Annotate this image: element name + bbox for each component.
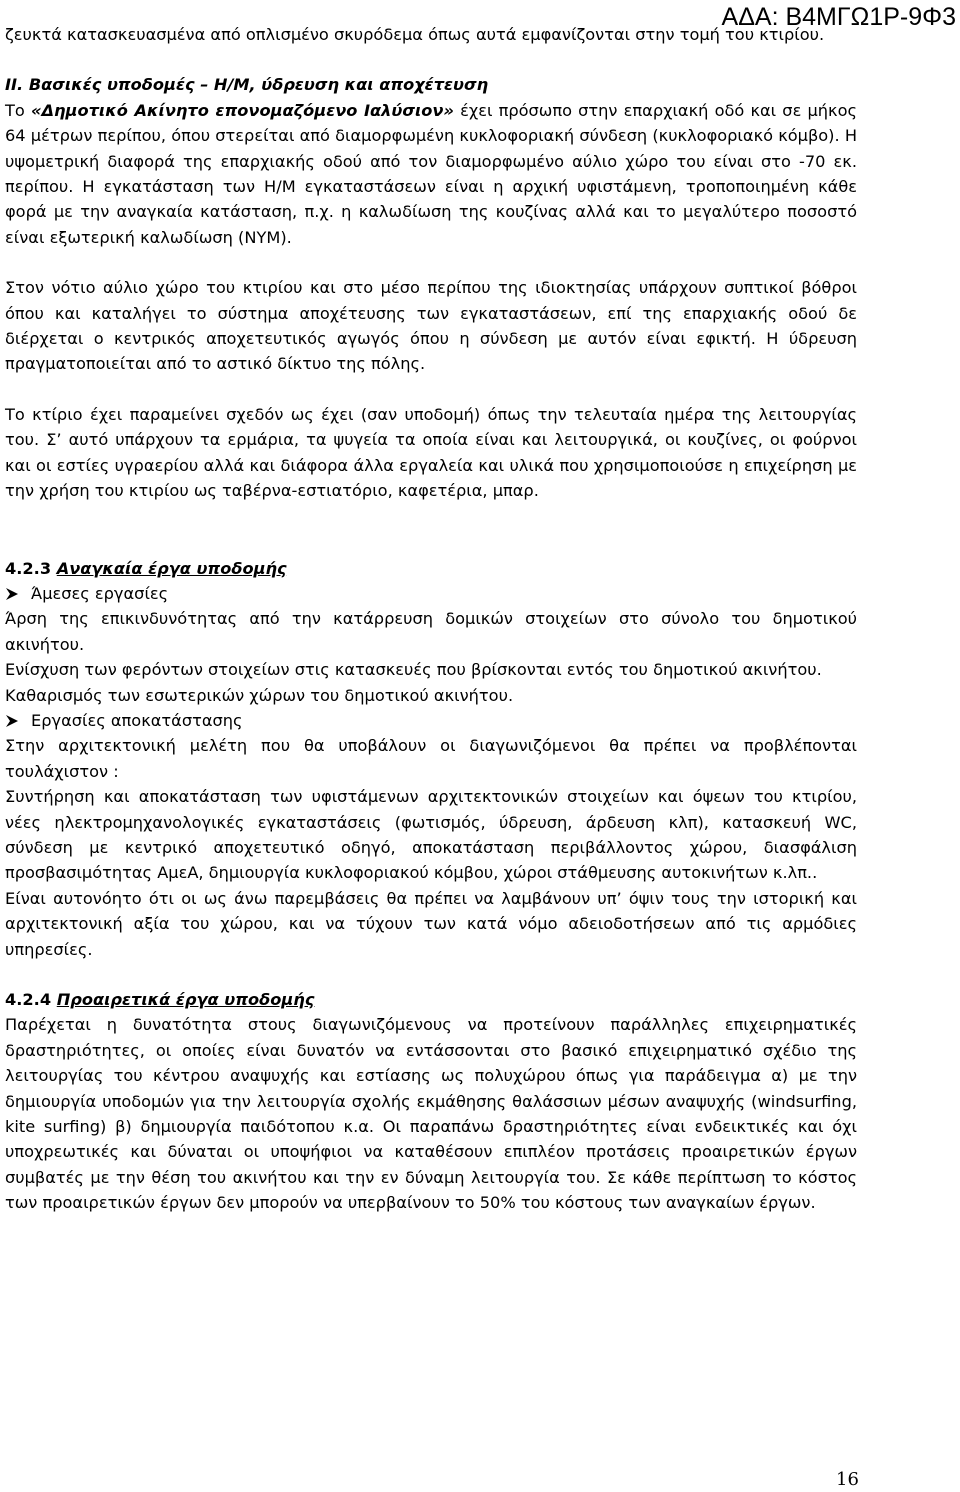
b1-line-1: Άρση της επικινδυνότητας από την κατάρρευση δομικών στοιχείων στο σύνολο του δημοτικού ακινήτου. (5, 609, 857, 654)
section-423-number: 4.2.3 (5, 558, 52, 578)
b2-line-3: Είναι αυτονόητο ότι οι ως άνω παρεμβάσεις θα πρέπει να λαμβάνουν υπ’ όψιν τους την ιστορική και αρχιτεκτονική αξία του χώρου, και να τύχουν των κατά νόμο αδειοδοτήσεων από τις αρμόδιες υπηρεσίες. (5, 888, 857, 959)
arrow-bullet-icon (5, 585, 31, 599)
page-number: 16 (836, 1469, 859, 1490)
section-424-number: 4.2.4 (5, 990, 52, 1009)
section-ii-title: ΙΙ. Βασικές υποδομές – Η/Μ, ύδρευση και αποχέτευση (5, 75, 489, 95)
section-ii-paragraph-3: Το κτίριο έχει παραμείνει σχεδόν ως έχει (σαν υποδομή) όπως την τελευταία ημέρα της λειτουργίας του. Σ’ αυτό υπάρχουν τα ερμάρια, τα ψυγεία τα οποία είναι και λειτουργικά, οι κουζίνες, οι φούρνοι και οι εστίες υγραερίου αλλά και διάφορα άλλα εργαλεία και υλικά που χρησιμοποιούσε η επιχείρηση με την χρήση του κτιρίου ως ταβέρνα-εστιατόριο, καφετέρια, μπαρ. (5, 404, 857, 501)
ada-code: ΑΔΑ: Β4ΜΓΩ1Ρ-9Φ3 (721, 3, 956, 31)
b2-line-1: Στην αρχιτεκτονική μελέτη που θα υποβάλουν οι διαγωνιζόμενοι θα πρέπει να προβλέπονται τουλάχιστον : (5, 736, 857, 781)
document-page (5, 22, 857, 1216)
intro-paragraph: ζευκτά κατασκευασμένα από οπλισμένο σκυρόδεμα όπως αυτά εμφανίζονται στην τομή του κτιρίου. (5, 25, 825, 44)
section-423-heading (5, 556, 857, 581)
p1-prefix: Το (5, 100, 31, 120)
property-name: «Δημοτικό Ακίνητο επονομαζόμενο Ιαλύσιον» (30, 100, 454, 120)
section-423-title: Αναγκαία έργα υποδομής (56, 558, 287, 578)
section-424-heading (5, 987, 857, 1012)
bullet-restoration-works (5, 708, 857, 733)
b1-line-2: Ενίσχυση των φερόντων στοιχείων στις κατασκευές που βρίσκονται εντός του δημοτικού ακινήτου. (5, 660, 822, 680)
section-424-paragraph: Παρέχεται η δυνατότητα στους διαγωνιζόμενους να προτείνουν παράλληλες επιχειρηματικές δραστηριότητες, οι οποίες είναι δυνατόν να εντάσσονται στο βασικό επιχειρηματικό σχέδιο της λειτουργίας του κέντρου αναψυχής και εστίασης ως πολυχώρου όπως για παράδειγμα α) με την δημιουργία υποδομών για την λειτουργία σχολής εκμάθησης θαλάσσιων μέσων αναψυχής (windsurfing, kite surfing) β) δημιουργία παιδότοπου κ.α. Οι παραπάνω δραστηριότητες είναι ενδεικτικές και όχι υποχρεωτικές και δύναται οι υποψήφιοι να καταθέσουν επιπλέον προτάσεις προαιρετικών έργων συμβατές με την θέση του ακινήτου και την εν δύναμη λειτουργία του. Σε κάθε περίπτωση το κόστος των προαιρετικών έργων δεν μπορούν να υπερβαίνουν το 50% του κόστους των αναγκαίων έργων. (5, 1015, 857, 1213)
section-ii-paragraph-1 (5, 98, 857, 250)
section-ii-paragraph-2: Στον νότιο αύλιο χώρο του κτιρίου και στο μέσο περίπου της ιδιοκτησίας υπάρχουν συπτικοί βόθροι όπου και καταλήγει το σύστημα αποχέτευσης των εγκαταστάσεων, επί της επαρχιακής οδού δε διέρχεται ο κεντρικός αποχετευτικός αγωγός όπου η σύνδεση με αυτόν είναι εφικτή. Η ύδρευση πραγματοποιείται από το αστικό δίκτυο της πόλης. (5, 278, 857, 374)
section-424-title: Προαιρετικά έργα υποδομής (56, 990, 315, 1009)
bullet-immediate-works (5, 581, 857, 606)
b1-line-3: Καθαρισμός των εσωτερικών χώρων του δημοτικού ακινήτου. (5, 685, 514, 705)
bullet-2-label: Εργασίες αποκατάστασης (31, 710, 243, 730)
arrow-bullet-icon (5, 712, 31, 726)
p1-rest: έχει πρόσωπο στην επαρχιακή οδό και σε μήκος 64 μέτρων περίπου, όπου στερείται από διαμορφωμένη κυκλοφοριακή σύνδεση (κυκλοφοριακό κόμβο). Η υψομετρική διαφορά της επαρχιακής οδού από τον διαμορφωμένο αύλιο χώρο του είναι στο -70 εκ. περίπου. Η εγκατάσταση των Η/Μ εγκαταστάσεων είναι η αρχική υφιστάμενη, τροποποιημένη κάθε φορά με την αναγκαία κατάσταση, π.χ. η καλωδίωση της κουζίνας αλλά και το μεγαλύτερο ποσοστό είναι εξωτερική καλωδίωση (ΝΥΜ). (5, 100, 857, 247)
b2-line-2: Συντήρηση και αποκατάσταση των υφιστάμενων αρχιτεκτονικών στοιχείων και όψεων του κτιρίου, νέες ηλεκτρομηχανολογικές εγκαταστάσεις (φωτισμός, ύδρευση, άρδευση κλπ), κατασκευή WC, σύνδεση με κεντρικό αποχετευτικό οδηγό, αποκατάσταση περιβάλλοντος χώρου, διασφάλιση προσβασιμότητας ΑμεΑ, δημιουργία κυκλοφοριακού κόμβου, χώροι στάθμευσης αυτοκινήτων κ.λπ.. (5, 787, 857, 883)
bullet-1-label: Άμεσες εργασίες (31, 583, 169, 603)
